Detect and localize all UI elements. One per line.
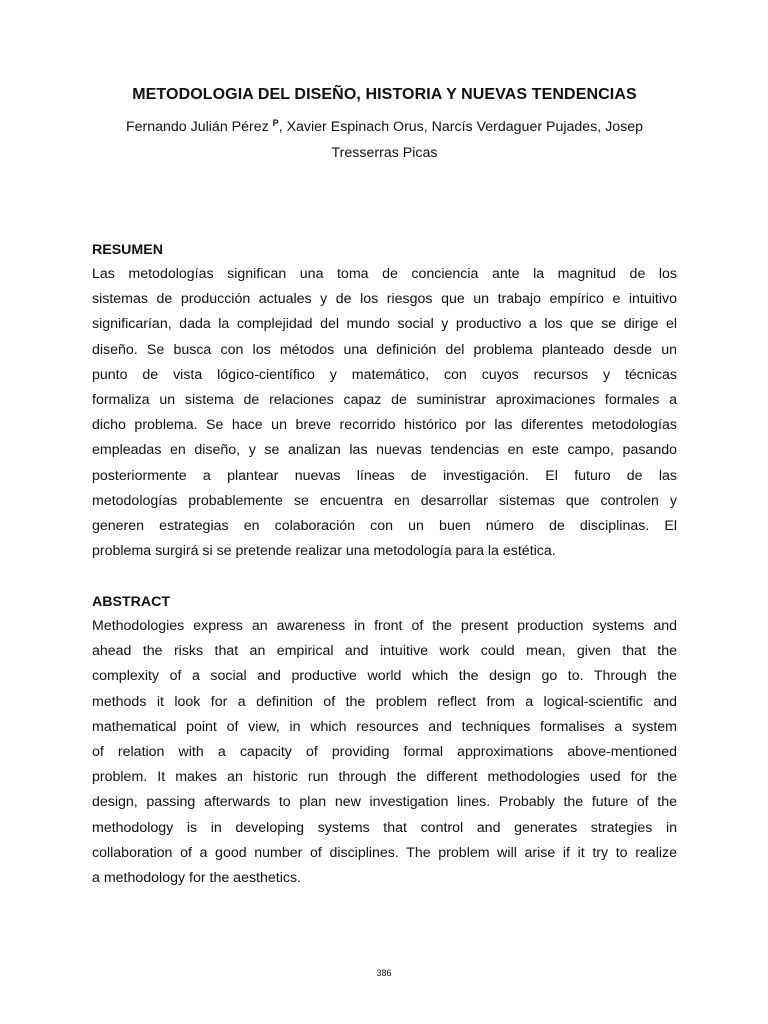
author-superscript: P bbox=[272, 118, 279, 128]
abstract-line: mathematical point of view, in which resources and techniques formalises a system bbox=[92, 718, 677, 735]
resumen-heading: RESUMEN bbox=[92, 242, 163, 258]
abstract-line: ahead the risks that an empirical and intuitive work could mean, given that the bbox=[92, 643, 677, 660]
resumen-line: problema surgirá si se pretende realizar una metodología para la estética. bbox=[92, 543, 556, 560]
abstract-line: a methodology for the aesthetics. bbox=[92, 869, 301, 886]
resumen-line: dicho problema. Se hace un breve recorrido histórico por las diferentes metodologías bbox=[92, 417, 677, 434]
resumen-line: generen estrategias en colaboración con un buen número de disciplinas. El bbox=[92, 517, 677, 534]
author-text-start: Fernando Julián Pérez bbox=[125, 119, 273, 135]
resumen-line: diseño. Se busca con los métodos una definición del problema planteado desde un bbox=[92, 341, 677, 358]
abstract-paragraph bbox=[92, 614, 677, 891]
resumen-line: empleadas en diseño, y se analizan las nuevas tendencias en este campo, pasando bbox=[92, 442, 677, 459]
abstract-line: design, passing afterwards to plan new investigation lines. Probably the future of the bbox=[92, 794, 677, 811]
resumen-line: formaliza un sistema de relaciones capaz de suministrar aproximaciones formales a bbox=[92, 391, 677, 408]
page-number: 386 bbox=[376, 968, 392, 978]
abstract-line: collaboration of a good number of disciplines. The problem will arise if it try to realize bbox=[92, 844, 677, 861]
author-list bbox=[92, 114, 677, 166]
resumen-line: punto de vista lógico-científico y matemático, con cuyos recursos y técnicas bbox=[92, 366, 677, 383]
abstract-line: of relation with a capacity of providing formal approximations above-mentioned bbox=[92, 743, 677, 760]
resumen-line: posteriormente a plantear nuevas líneas de investigación. El futuro de las bbox=[92, 467, 677, 484]
resumen-line: sistemas de producción actuales y de los riesgos que un trabajo empírico e intuitivo bbox=[92, 291, 677, 308]
author-text-rest: , Xavier Espinach Orus, Narcís Verdaguer Pujades, Josep bbox=[278, 119, 644, 135]
resumen-paragraph bbox=[92, 262, 677, 564]
abstract-line: methods it look for a definition of the problem reflect from a logical-scientific and bbox=[92, 693, 677, 710]
abstract-line: methodology is in developing systems that control and generates strategies in bbox=[92, 819, 677, 836]
abstract-line: Methodologies express an awareness in front of the present production systems and bbox=[92, 618, 677, 634]
abstract-heading: ABSTRACT bbox=[92, 594, 171, 610]
resumen-line: significarían, dada la complejidad del mundo social y productivo a los que se dirige el bbox=[92, 316, 677, 333]
author-line-2: Tresserras Picas bbox=[331, 145, 438, 161]
abstract-line: problem. It makes an historic run through the different methodologies used for the bbox=[92, 769, 677, 786]
resumen-line: metodologías probablemente se encuentra en desarrollar sistemas que controlen y bbox=[92, 492, 677, 509]
resumen-line: Las metodologías significan una toma de conciencia ante la magnitud de los bbox=[92, 266, 677, 282]
paper-title: METODOLOGIA DEL DISEÑO, HISTORIA Y NUEVAS TENDENCIAS bbox=[132, 86, 637, 103]
author-line-1 bbox=[92, 114, 677, 140]
abstract-line: complexity of a social and productive world which the design go to. Through the bbox=[92, 668, 677, 685]
